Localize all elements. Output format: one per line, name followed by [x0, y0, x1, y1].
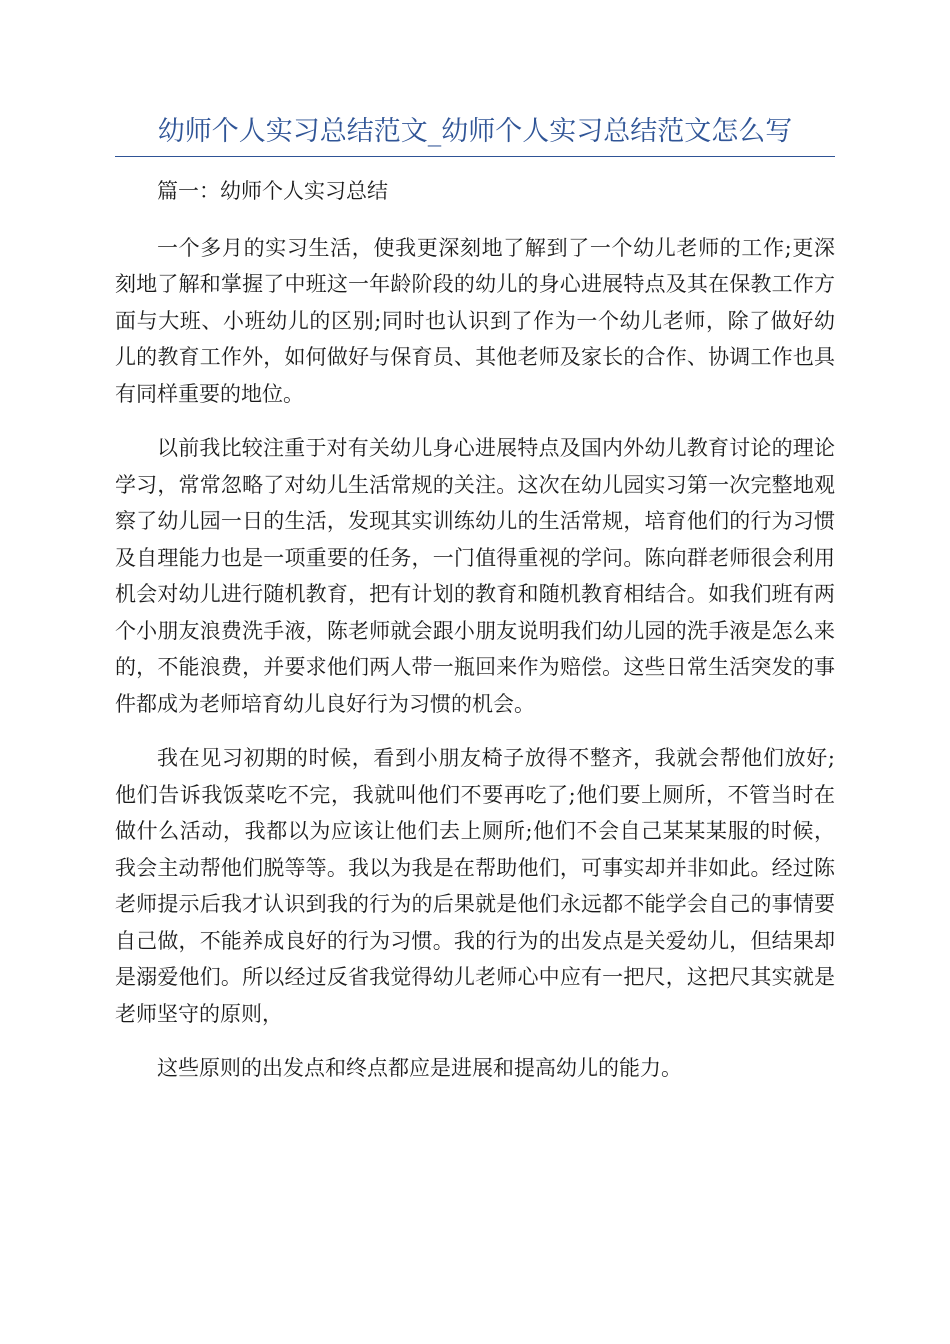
document-body — [115, 173, 835, 1087]
paragraph-4: 这些原则的出发点和终点都应是进展和提高幼儿的能力。 — [157, 1056, 682, 1080]
section-heading: 篇一：幼师个人实习总结 — [157, 179, 388, 203]
page-title: 幼师个人实习总结范文_幼师个人实习总结范文怎么写 — [157, 116, 793, 147]
paragraph-1: 一个多月的实习生活，使我更深刻地了解到了一个幼儿老师的工作;更深刻地了解和掌握了中班这一年龄阶段的幼儿的身心进展特点及其在保教工作方面与大班、小班幼儿的区别;同时也认识到了作为一个幼儿老师，除了做好幼儿的教育工作外，如何做好与保育员、其他老师及家长的合作、协调工作也具有同样重要的地位。 — [115, 235, 835, 406]
paragraph-2: 以前我比较注重于对有关幼儿身心进展特点及国内外幼儿教育讨论的理论学习，常常忽略了对幼儿生活常规的关注。这次在幼儿园实习第一次完整地观察了幼儿园一日的生活，发现其实训练幼儿的生活常规，培育他们的行为习惯及自理能力也是一项重要的任务，一门值得重视的学问。陈向群老师很会利用机会对幼儿进行随机教育，把有计划的教育和随机教育相结合。如我们班有两个小朋友浪费洗手液，陈老师就会跟小朋友说明我们幼儿园的洗手液是怎么来的，不能浪费，并要求他们两人带一瓶回来作为赔偿。这些日常生活突发的事件都成为老师培育幼儿良好行为习惯的机会。 — [115, 436, 835, 716]
title-block — [115, 112, 835, 157]
paragraph-3: 我在见习初期的时候，看到小朋友椅子放得不整齐，我就会帮他们放好;他们告诉我饭菜吃不完，我就叫他们不要再吃了;他们要上厕所，不管当时在做什么活动，我都以为应该让他们去上厕所;他们不会自己某某某服的时候，我会主动帮他们脱等等。我以为我是在帮助他们，可事实却并非如此。经过陈老师提示后我才认识到我的行为的后果就是他们永远都不能学会自己的事情要自己做，不能养成良好的行为习惯。我的行为的出发点是关爱幼儿，但结果却是溺爱他们。所以经过反省我觉得幼儿老师心中应有一把尺，这把尺其实就是老师坚守的原则， — [115, 746, 835, 1026]
